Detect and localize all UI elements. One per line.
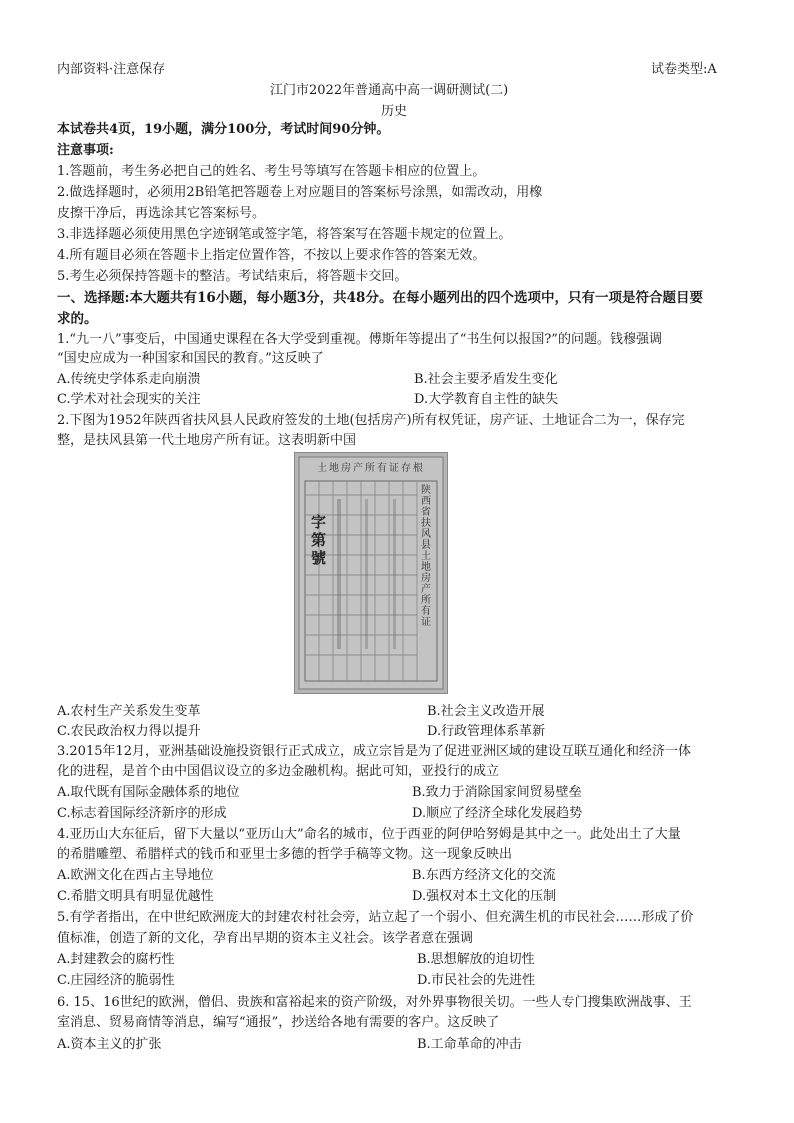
note-item: 2.做选择题时，必须用2B铅笔把答题卷上对应题目的答案标号涂黑，如需改动，用橡 (57, 185, 543, 200)
option-c: C.希腊文明具有明显优越性 (57, 889, 214, 904)
option-b: B.东西方经济文化的交流 (412, 868, 556, 883)
note-item: 5.考生必须保持答题卡的整洁。考试结束后，将答题卡交回。 (57, 269, 408, 284)
land-certificate-photo (294, 452, 448, 694)
option-c: C.标志着国际经济新序的形成 (57, 806, 227, 821)
option-d: D.强权对本土文化的压制 (412, 889, 557, 904)
option-c: C.庄园经济的脆弱性 (57, 973, 175, 988)
question-stem: 的希腊雕塑、希腊样式的钱币和亚里士多德的哲学手稿等文物。这一现象反映出 (57, 847, 513, 862)
option-a: A.取代既有国际金融体系的地位 (57, 785, 240, 800)
question-stem: 5.有学者指出，在中世纪欧洲庞大的封建农村社会旁，站立起了一个弱小、但充满生机的市民社会……形成了价 (57, 910, 694, 925)
option-b: B.社会主义改造开展 (427, 704, 545, 719)
option-d: D.大学教育自主性的缺失 (414, 392, 559, 407)
question-stem: 整，是扶风县第一代土地房产所有证。这表明新中国 (57, 433, 357, 448)
certificate-title-column: 陕西省扶风县土地房产所有证 (421, 485, 431, 628)
question-stem: 室消息、贸易商情等消息，编写“通报”，抄送给各地有需要的客户。这反映了 (57, 1015, 500, 1030)
option-a: A.农村生产关系发生变革 (57, 704, 201, 719)
certificate-number-column: 字第 號 (311, 513, 327, 567)
option-a: A.封建教会的腐朽性 (57, 952, 175, 967)
question-stem: 4.亚历山大东征后，留下大量以“亚历山大”命名的城市，位于西亚的阿伊哈努姆是其中之一。此处出土了大量 (57, 827, 681, 842)
certificate-header-text: 土地房产所有证存根 (317, 463, 425, 474)
option-b: B.社会主要矛盾发生变化 (414, 372, 558, 387)
note-item: 3.非选择题必须使用黑色字迹钢笔或签字笔，将答案写在答题卡规定的位置上。 (57, 227, 512, 242)
option-b: B.工命革命的冲击 (417, 1037, 522, 1052)
question-stem: 6. 15、16世纪的欧洲，僧侣、贵族和富裕起来的资产阶级，对外界事物很关切。一些人专门搜集欧洲战事、王 (57, 995, 692, 1010)
note-item: 4.所有题目必须在答题卡上指定位置作答，不按以上要求作答的答案无效。 (57, 248, 486, 263)
section-heading-cont: 求的。 (57, 311, 98, 327)
exam-title: 江门市2022年普通高中高一调研测试(二) (270, 83, 509, 98)
option-d: D.行政管理体系革新 (427, 724, 546, 739)
section-heading: 一、选择题:本大题共有16小题，每小题3分，共48分。在每小题列出的四个选项中，只有一项是符合题目要 (57, 290, 703, 306)
question-stem: 值标准，创造了新的文化，孕育出早期的资本主义社会。该学者意在强调 (57, 931, 474, 946)
question-stem: 化的进程，是首个由中国倡议设立的多边金融机构。据此可知，亚投行的成立 (57, 764, 500, 779)
question-stem: 2.下图为1952年陕西省扶风县人民政府签发的土地(包括房产)所有权凭证，房产证、土地证合二为一，保存完 (57, 413, 685, 428)
paper-type-label: 试卷类型:A (651, 62, 717, 77)
option-d: D.顺应了经济全球化发展趋势 (412, 806, 583, 821)
option-a: A.欧洲文化在西占主导地位 (57, 868, 214, 883)
option-b: B.致力于消除国家间贸易壁垒 (412, 785, 582, 800)
option-a: A.资本主义的扩张 (57, 1037, 162, 1052)
question-stem: 3.2015年12月，亚洲基础设施投资银行正式成立，成立宗旨是为了促进亚洲区域的建设互联互通化和经济一体 (57, 744, 692, 759)
option-b: B.思想解放的迫切性 (417, 952, 535, 967)
option-a: A.传统史学体系走向崩溃 (57, 372, 201, 387)
option-c: C.农民政治权力得以提升 (57, 724, 201, 739)
option-c: C.学术对社会现实的关注 (57, 392, 201, 407)
question-stem: 1.“九一八”事变后，中国通史课程在各大学受到重视。傅斯年等提出了“书生何以报国?”的问题。钱穆强调 (57, 332, 662, 347)
notes-title: 注意事项: (57, 143, 114, 158)
subject-title: 历史 (381, 104, 408, 119)
confidential-label: 内部资料·注意保存 (57, 62, 166, 77)
exam-intro: 本试卷共4页，19小题，满分100分，考试时间90分钟。 (57, 122, 390, 137)
note-item: 1.答题前，考生务必把自己的姓名、考生号等填写在答题卡相应的位置上。 (57, 164, 486, 179)
question-stem: “国史应成为一种国家和国民的教育。”这反映了 (57, 351, 324, 366)
option-d: D.市民社会的先进性 (417, 973, 536, 988)
note-item: 皮擦干净后，再选涂其它答案标号。 (57, 206, 266, 221)
